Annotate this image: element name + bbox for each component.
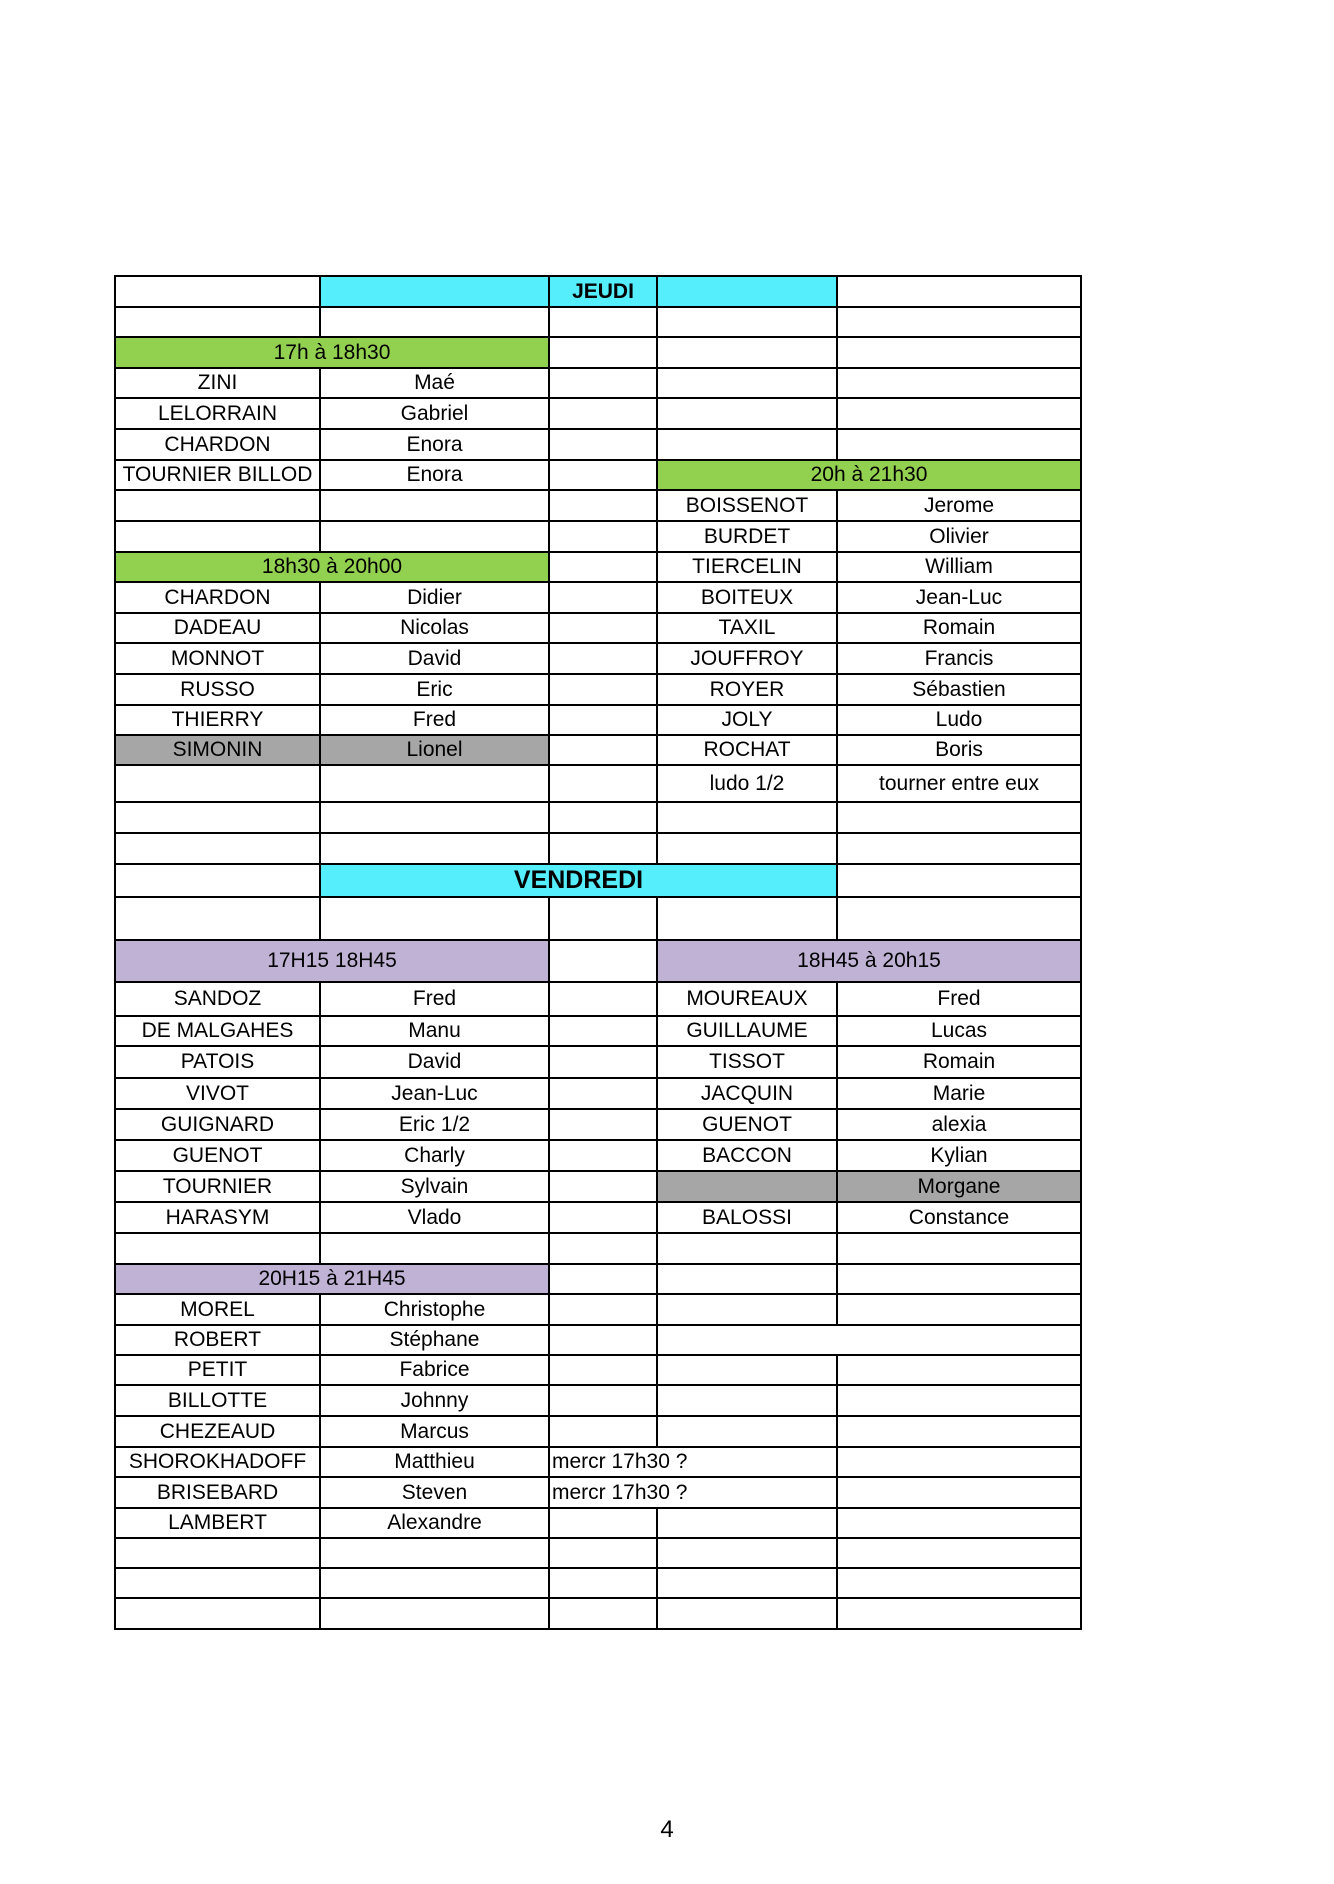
member-lastname: JOLY [656,704,838,736]
empty-cell [319,489,550,522]
empty-cell [836,801,1082,834]
member-firstname: Charly [319,1139,550,1172]
empty-cell [548,939,658,983]
member-lastname: HARASYM [114,1201,321,1234]
empty-cell [548,673,658,706]
member-firstname: Maé [319,367,550,399]
empty-cell [548,551,658,583]
member-lastname: TIERCELIN [656,551,838,583]
member-lastname: BACCON [656,1139,838,1172]
empty-cell [656,1293,838,1326]
member-firstname: Johnny [319,1384,550,1417]
member-lastname: SANDOZ [114,981,321,1017]
empty-cell [548,981,658,1017]
slot-header-vendredi-17h15: 17H15 18H45 [114,939,550,983]
empty-cell [114,863,321,898]
empty-cell [836,1446,1082,1478]
empty-cell [836,275,1082,308]
empty-cell [548,1263,658,1295]
empty-cell [656,306,838,338]
empty-cell [548,1232,658,1265]
empty-cell [548,734,658,766]
member-lastname: LELORRAIN [114,397,321,430]
slot-header-jeudi-18h30: 18h30 à 20h00 [114,551,550,583]
empty-cell [548,612,658,644]
member-firstname: Morgane [836,1170,1082,1203]
empty-cell [548,1015,658,1047]
empty-cell [319,832,550,865]
member-lastname: GUENOT [656,1108,838,1141]
member-lastname: JOUFFROY [656,642,838,675]
empty-cell [548,801,658,834]
member-lastname: ZINI [114,367,321,399]
empty-cell [836,1507,1082,1539]
member-lastname: CHARDON [114,581,321,614]
empty-cell [836,428,1082,461]
member-lastname [656,1170,838,1203]
member-lastname: THIERRY [114,704,321,736]
member-firstname: Fred [836,981,1082,1017]
page-number: 4 [660,1816,674,1843]
empty-cell [114,1537,321,1569]
empty-cell [548,1139,658,1172]
empty-cell [548,1597,658,1630]
empty-cell [548,764,658,803]
empty-cell [319,1232,550,1265]
member-firstname: Steven [319,1476,550,1509]
empty-cell [548,1108,658,1141]
day-header-vendredi: VENDREDI [319,863,838,898]
member-lastname: LAMBERT [114,1507,321,1539]
empty-cell [836,1293,1082,1326]
member-firstname: Jean-Luc [836,581,1082,614]
empty-cell [656,1384,838,1417]
member-firstname: William [836,551,1082,583]
member-lastname: BALOSSI [656,1201,838,1234]
empty-cell [548,1384,658,1417]
empty-merged-cell [656,1324,1082,1356]
empty-cell [836,336,1082,369]
empty-cell [548,1077,658,1110]
empty-cell [836,1232,1082,1265]
empty-cell [836,1354,1082,1386]
empty-cell [836,1597,1082,1630]
empty-cell [114,306,321,338]
member-firstname: Jerome [836,489,1082,522]
empty-cell [656,1537,838,1569]
member-firstname: Romain [836,612,1082,644]
empty-cell [836,1415,1082,1448]
member-lastname: ROBERT [114,1324,321,1356]
empty-cell [319,520,550,553]
empty-cell [656,1597,838,1630]
member-firstname: Ludo [836,704,1082,736]
jeudi-header-band [656,275,838,308]
member-firstname: Fabrice [319,1354,550,1386]
empty-cell [836,863,1082,898]
empty-cell [319,1597,550,1630]
empty-cell [836,1263,1082,1295]
member-firstname: Constance [836,1201,1082,1234]
member-lastname: DE MALGAHES [114,1015,321,1047]
empty-cell [114,801,321,834]
empty-cell [548,1170,658,1203]
member-lastname: RUSSO [114,673,321,706]
member-firstname: Didier [319,581,550,614]
slot-header-jeudi-17h: 17h à 18h30 [114,336,550,369]
empty-cell [114,1567,321,1599]
empty-cell [114,489,321,522]
member-firstname: Marie [836,1077,1082,1110]
empty-cell [548,1415,658,1448]
empty-cell [548,1567,658,1599]
member-firstname: Sylvain [319,1170,550,1203]
empty-cell [836,1476,1082,1509]
schedule-table [114,275,1080,1628]
empty-cell [836,1537,1082,1569]
empty-cell [548,336,658,369]
empty-cell [548,1537,658,1569]
empty-cell [548,1354,658,1386]
empty-cell [319,1537,550,1569]
member-firstname: Enora [319,459,550,491]
empty-cell [836,1567,1082,1599]
empty-cell [836,367,1082,399]
member-lastname: ludo 1/2 [656,764,838,803]
empty-cell [836,306,1082,338]
member-firstname: Kylian [836,1139,1082,1172]
empty-cell [548,896,658,941]
member-lastname: GUILLAUME [656,1015,838,1047]
empty-cell [548,1507,658,1539]
note-cell: mercr 17h30 ? [548,1476,838,1509]
member-firstname: David [319,1045,550,1079]
member-lastname: GUIGNARD [114,1108,321,1141]
member-firstname: Eric 1/2 [319,1108,550,1141]
member-firstname: Lionel [319,734,550,766]
empty-cell [656,367,838,399]
empty-cell [836,397,1082,430]
member-lastname: BURDET [656,520,838,553]
empty-cell [319,801,550,834]
member-lastname: CHARDON [114,428,321,461]
member-firstname: Matthieu [319,1446,550,1478]
day-header-jeudi: JEUDI [548,275,658,308]
member-firstname: Enora [319,428,550,461]
member-lastname: TAXIL [656,612,838,644]
member-firstname: Jean-Luc [319,1077,550,1110]
empty-cell [114,832,321,865]
member-firstname: Sébastien [836,673,1082,706]
empty-cell [114,896,321,941]
member-firstname: David [319,642,550,675]
member-firstname: tourner entre eux [836,764,1082,803]
empty-cell [656,1263,838,1295]
empty-cell [548,581,658,614]
member-firstname: alexia [836,1108,1082,1141]
empty-cell [656,1567,838,1599]
member-lastname: PATOIS [114,1045,321,1079]
member-lastname: GUENOT [114,1139,321,1172]
empty-cell [656,1415,838,1448]
member-lastname: ROCHAT [656,734,838,766]
member-lastname: TISSOT [656,1045,838,1079]
member-lastname: PETIT [114,1354,321,1386]
empty-cell [319,764,550,803]
empty-cell [548,459,658,491]
member-lastname: TOURNIER [114,1170,321,1203]
member-lastname: BOISSENOT [656,489,838,522]
empty-cell [319,306,550,338]
empty-cell [548,704,658,736]
empty-cell [656,397,838,430]
member-lastname: SHOROKHADOFF [114,1446,321,1478]
member-firstname: Stéphane [319,1324,550,1356]
empty-cell [656,896,838,941]
member-firstname: Eric [319,673,550,706]
empty-cell [656,1232,838,1265]
empty-cell [319,1567,550,1599]
member-firstname: Lucas [836,1015,1082,1047]
empty-cell [114,1232,321,1265]
member-firstname: Nicolas [319,612,550,644]
empty-cell [548,367,658,399]
empty-cell [548,642,658,675]
member-lastname: TOURNIER BILLOD [114,459,321,491]
empty-cell [548,1324,658,1356]
empty-cell [656,1507,838,1539]
empty-cell [319,896,550,941]
empty-cell [548,1045,658,1079]
note-cell: mercr 17h30 ? [548,1446,838,1478]
empty-cell [548,428,658,461]
empty-cell [656,1354,838,1386]
empty-cell [656,428,838,461]
empty-cell [114,275,321,308]
empty-cell [548,489,658,522]
empty-cell [836,1384,1082,1417]
member-lastname: MOREL [114,1293,321,1326]
empty-cell [836,896,1082,941]
member-lastname: BILLOTTE [114,1384,321,1417]
member-firstname: Alexandre [319,1507,550,1539]
member-lastname: SIMONIN [114,734,321,766]
member-firstname: Marcus [319,1415,550,1448]
member-firstname: Romain [836,1045,1082,1079]
member-lastname: BOITEUX [656,581,838,614]
member-firstname: Manu [319,1015,550,1047]
member-firstname: Vlado [319,1201,550,1234]
empty-cell [656,832,838,865]
empty-cell [114,1597,321,1630]
member-lastname: MONNOT [114,642,321,675]
member-firstname: Francis [836,642,1082,675]
empty-cell [656,336,838,369]
slot-header-vendredi-20h15: 20H15 à 21H45 [114,1263,550,1295]
jeudi-header-band [319,275,550,308]
member-firstname: Olivier [836,520,1082,553]
empty-cell [548,1293,658,1326]
member-firstname: Gabriel [319,397,550,430]
empty-cell [548,520,658,553]
member-firstname: Boris [836,734,1082,766]
member-firstname: Fred [319,981,550,1017]
member-firstname: Christophe [319,1293,550,1326]
member-lastname: JACQUIN [656,1077,838,1110]
member-lastname: MOUREAUX [656,981,838,1017]
empty-cell [548,1201,658,1234]
member-lastname: CHEZEAUD [114,1415,321,1448]
empty-cell [114,520,321,553]
empty-cell [656,801,838,834]
member-firstname: Fred [319,704,550,736]
member-lastname: DADEAU [114,612,321,644]
empty-cell [548,832,658,865]
member-lastname: ROYER [656,673,838,706]
member-lastname: VIVOT [114,1077,321,1110]
empty-cell [548,397,658,430]
empty-cell [548,306,658,338]
slot-header-jeudi-20h: 20h à 21h30 [656,459,1082,491]
member-lastname: BRISEBARD [114,1476,321,1509]
empty-cell [114,764,321,803]
empty-cell [836,832,1082,865]
slot-header-vendredi-18h45: 18H45 à 20h15 [656,939,1082,983]
